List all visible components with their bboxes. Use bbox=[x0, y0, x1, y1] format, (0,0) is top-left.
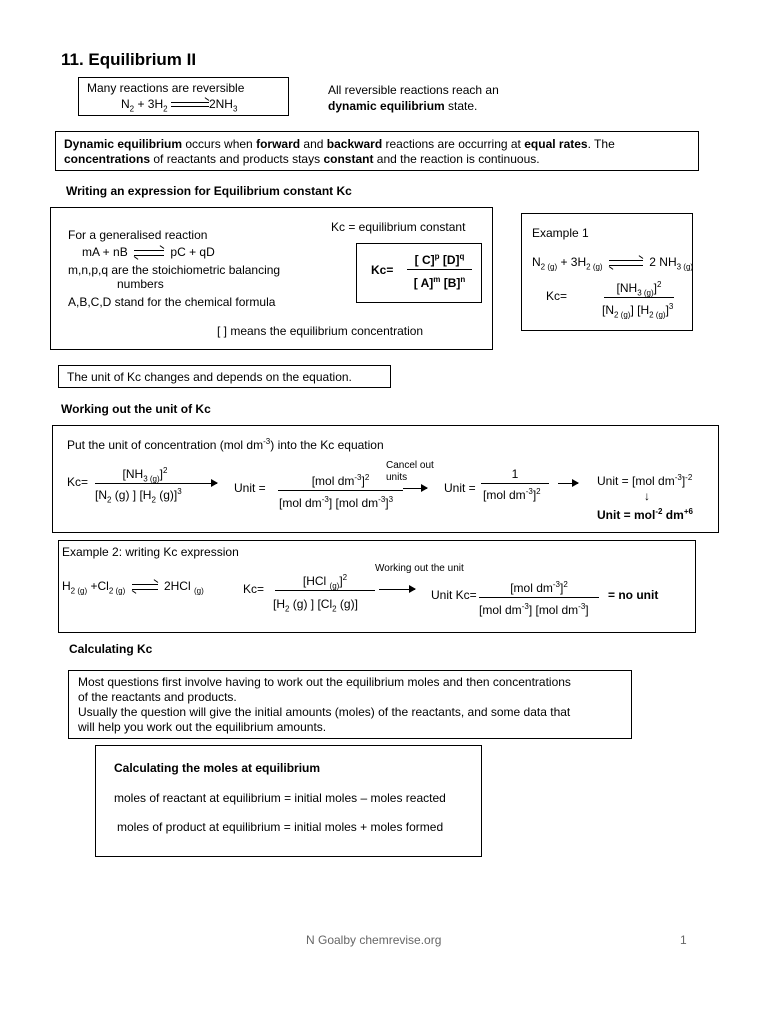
reversible-text: Many reactions are reversible bbox=[87, 81, 245, 95]
dynamic-note: All reversible reactions reach an dynamic equilibrium state. bbox=[328, 83, 499, 113]
example1-box bbox=[521, 213, 693, 331]
arrow-right-icon bbox=[195, 483, 217, 484]
cancel-note: Cancel out units bbox=[386, 460, 434, 483]
heading-kc: Writing an expression for Equilibrium constant Kc bbox=[66, 184, 352, 198]
unit-working-box bbox=[52, 425, 719, 533]
arrow-right-icon bbox=[403, 488, 427, 489]
equilibrium-arrow-icon bbox=[134, 248, 164, 258]
example1-denominator: $[N_{2 (g)}]$ $[H_{2 (g)}]^3$ bbox=[602, 302, 674, 320]
unit-note-box bbox=[58, 365, 391, 388]
equilibrium-arrow-icon bbox=[171, 100, 209, 110]
calc-text: Most questions first involve having to work out the equilibrium moles and then concentrations of the reactants and products. Usually the question will give the initial amounts (moles) of the reactants, and some data that will help you work out the equilibrium amounts. bbox=[78, 675, 571, 734]
general-equation: mA + nB pC + qD bbox=[82, 245, 215, 259]
unit-kc-denominator: [$N_2$ (g) ] [$H_2$ (g)]$^3$ bbox=[95, 487, 182, 505]
unit-one: 1 bbox=[481, 467, 549, 484]
unit-final: Unit = mol$^{-2}$ $dm^{+6}$ bbox=[597, 507, 693, 522]
moles-title: Calculating the moles at equilibrium bbox=[114, 761, 321, 775]
kc-numerator: [ C]$^p$ $[D]^q$ bbox=[407, 253, 472, 270]
working-note: Working out the unit bbox=[375, 563, 464, 574]
heading-calc: Calculating Kc bbox=[69, 642, 153, 656]
example2-unit-denominator: [mol $dm^{-3}$] [mol $dm^{-3}$] bbox=[479, 602, 589, 617]
arrow-right-icon bbox=[558, 483, 578, 484]
kc-expression-box: Kc= [ C]$^p$ $[D]^q$ [ A]$^m$ $[B]^n$ bbox=[356, 243, 482, 303]
general-kc-box bbox=[50, 207, 493, 350]
no-unit-result: = no unit bbox=[608, 588, 659, 602]
definition-line-1: Dynamic equilibrium occurs when forward and backward reactions are occurring at equal rates. The bbox=[64, 137, 615, 151]
example2-denominator: [$H_2$ (g) ] [$Cl_2$ (g)] bbox=[273, 597, 358, 614]
reversible-box bbox=[78, 77, 289, 116]
definition-line-2: concentrations of reactants and products stays constant and the reaction is continuous. bbox=[64, 152, 540, 166]
moles-product: moles of product at equilibrium = initial moles + moles formed bbox=[117, 820, 444, 834]
general-abcd: A,B,C,D stand for the chemical formula bbox=[68, 295, 276, 309]
arrow-right-icon bbox=[379, 589, 415, 590]
example2-unit-numerator: [mol $dm^{-3}]^2$ bbox=[479, 581, 599, 598]
kc-denominator: [ A]$^m$ $[B]^n$ bbox=[413, 275, 466, 290]
definition-box bbox=[55, 131, 699, 171]
example1-title: Example 1 bbox=[532, 226, 589, 240]
example1-numerator: $[NH_{3 (g)}]^2$ bbox=[604, 281, 674, 298]
page-title: 11. Equilibrium II bbox=[61, 50, 197, 69]
example2-kc-label: Kc= bbox=[243, 582, 265, 596]
general-intro: For a generalised reaction bbox=[68, 228, 208, 242]
example2-numerator: [HCl $_{(g)}$]$^2$ bbox=[275, 574, 375, 591]
unit-note: The unit of Kc changes and depends on the equation. bbox=[67, 370, 352, 384]
unit-label-2: Unit = bbox=[444, 481, 476, 495]
arrow-down-icon: ↓ bbox=[644, 489, 650, 503]
equilibrium-arrow-icon bbox=[132, 582, 158, 592]
heading-unit: Working out the unit of Kc bbox=[61, 402, 211, 416]
example1-kc-label: Kc= bbox=[546, 289, 568, 303]
general-mnpq: m,n,p,q are the stoichiometric balancing bbox=[68, 263, 281, 277]
moles-box bbox=[95, 745, 482, 857]
kc-definition: Kc = equilibrium constant bbox=[331, 220, 466, 234]
example1-equation: $N_{2 (g)} + 3H_{2 (g)}$ 2 $NH_{3 (g)}$ bbox=[532, 255, 694, 272]
equilibrium-arrow-icon bbox=[609, 258, 643, 268]
unit-result: Unit = [mol $dm^{-3}]^{-2}$ bbox=[597, 473, 693, 488]
example2-equation: $H_{2 (g)} +Cl_{2 (g)}$ 2HCl $_{(g)}$ bbox=[62, 579, 204, 596]
unit-numerator: [mol $dm^{-3}]^2$ bbox=[278, 474, 403, 491]
unit-label: Unit = bbox=[234, 481, 266, 495]
reversible-equation: $N_2 + 3H_2$ $2NH_3$ bbox=[121, 97, 238, 114]
unit-kc-numerator: $[NH_{3 (g)}]^2$ bbox=[95, 467, 195, 484]
unit-denominator: [mol $dm^{-3}$] [mol $dm^{-3}]^3$ bbox=[279, 495, 394, 510]
general-numbers: numbers bbox=[117, 277, 164, 291]
page-number: 1 bbox=[680, 933, 687, 947]
calc-text-box bbox=[68, 670, 632, 739]
brackets-note: [ ] means the equilibrium concentration bbox=[217, 324, 424, 338]
example2-title: Example 2: writing Kc expression bbox=[62, 545, 239, 559]
footer-credit: N Goalby chemrevise.org bbox=[306, 933, 442, 947]
example2-unit-label: Unit Kc= bbox=[431, 588, 477, 602]
unit-kc-label: Kc= bbox=[67, 475, 89, 489]
example2-box bbox=[58, 540, 696, 633]
unit-intro: Put the unit of concentration (mol $dm^{-3}$) into the Kc equation bbox=[67, 437, 384, 452]
unit-denominator-2: [mol $dm^{-3}]^2$ bbox=[483, 487, 541, 502]
moles-reactant: moles of reactant at equilibrium = initial moles – moles reacted bbox=[114, 791, 446, 805]
